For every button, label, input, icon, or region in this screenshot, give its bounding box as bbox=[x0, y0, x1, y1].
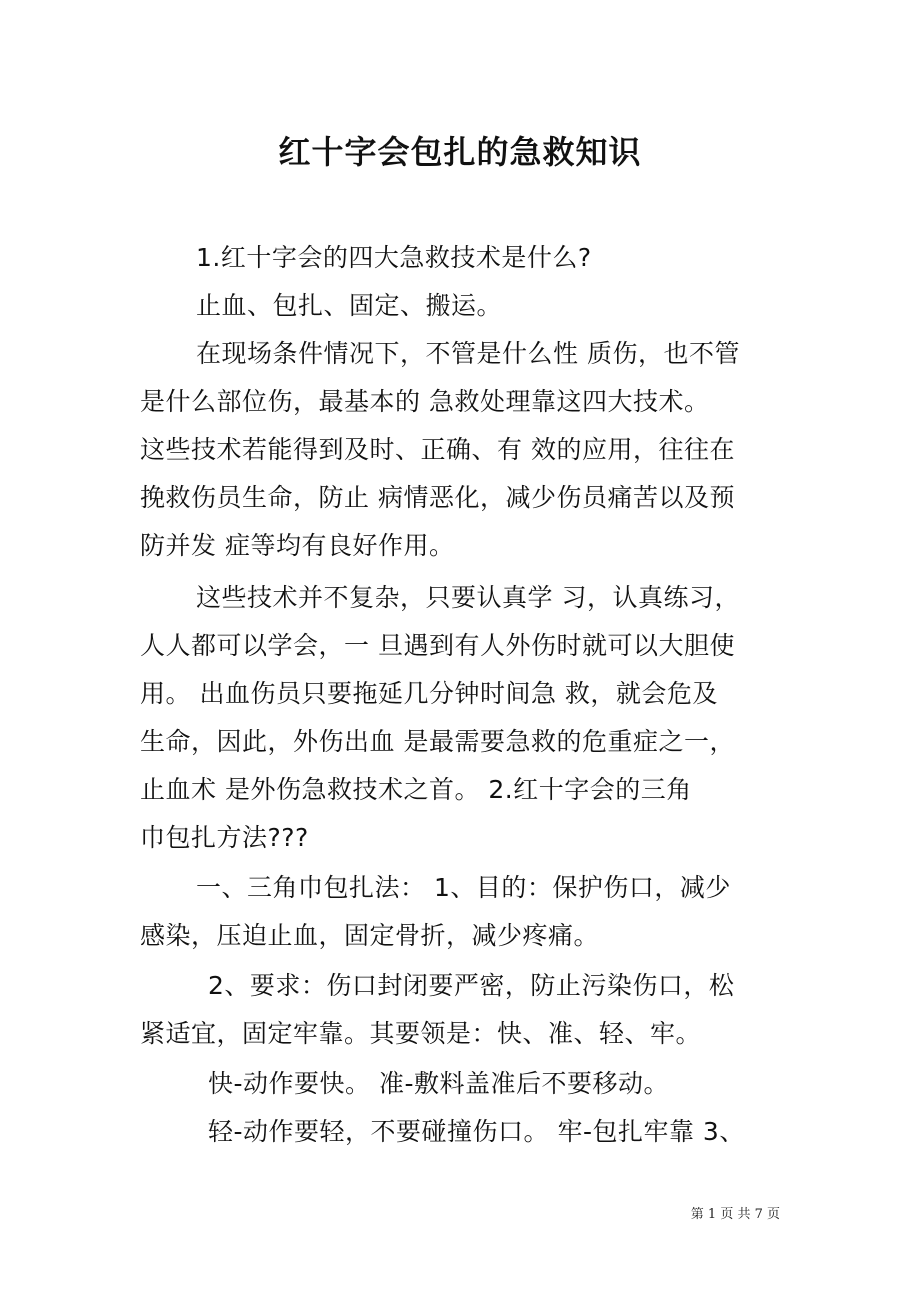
paragraph-1-line-4: 挽救伤员生命，防止 病情恶化，减少伤员痛苦以及预 bbox=[140, 483, 735, 512]
paragraph-2-line-2: 人人都可以学会，一 旦遇到有人外伤时就可以大胆使 bbox=[140, 631, 735, 660]
answer-1: 止血、包扎、固定、搬运。 bbox=[196, 291, 503, 320]
page-number-footer bbox=[691, 1205, 780, 1225]
paragraph-2-line-1: 这些技术并不复杂，只要认真学 习，认真练习， bbox=[196, 583, 740, 612]
section-1-line-1: 一、三角巾包扎法： 1、目的：保护伤口，减少 bbox=[196, 873, 731, 902]
paragraph-2-line-5: 止血术 是外伤急救技术之首。 2.红十字会的三角 bbox=[140, 775, 692, 804]
principle-line-2: 轻-动作要轻，不要碰撞伤口。 牢-包扎牢靠 3、 bbox=[208, 1117, 745, 1146]
paragraph-1-line-5: 防并发 症等均有良好作用。 bbox=[140, 531, 455, 560]
paragraph-2-line-3: 用。 出血伤员只要拖延几分钟时间急 救，就会危及 bbox=[140, 679, 718, 708]
paragraph-2-line-4: 生命，因此，外伤出血 是最需要急救的危重症之一， bbox=[140, 727, 735, 756]
requirement-line-1: 2、要求：伤口封闭要严密，防止污染伤口，松 bbox=[208, 971, 735, 1000]
section-1-line-2: 感染，压迫止血，固定骨折，减少疼痛。 bbox=[140, 921, 600, 950]
document-title: 红十字会包扎的急救知识 bbox=[278, 133, 642, 171]
paragraph-1-line-1: 在现场条件情况下，不管是什么性 质伤，也不管 bbox=[196, 339, 740, 368]
paragraph-1-line-3: 这些技术若能得到及时、正确、有 效的应用，往往在 bbox=[140, 435, 735, 464]
principle-line-1: 快-动作要快。 准-敷料盖准后不要移动。 bbox=[208, 1069, 669, 1098]
paragraph-2-line-6: 巾包扎方法??? bbox=[140, 823, 309, 852]
page-number-label: 第 1 页 共 7 页 bbox=[690, 1207, 780, 1222]
question-1: 1.红十字会的四大急救技术是什么? bbox=[196, 243, 592, 272]
requirement-line-2: 紧适宜，固定牢靠。其要领是：快、准、轻、牢。 bbox=[140, 1019, 702, 1048]
paragraph-1-line-2: 是什么部位伤，最基本的 急救处理靠这四大技术。 bbox=[140, 387, 710, 416]
